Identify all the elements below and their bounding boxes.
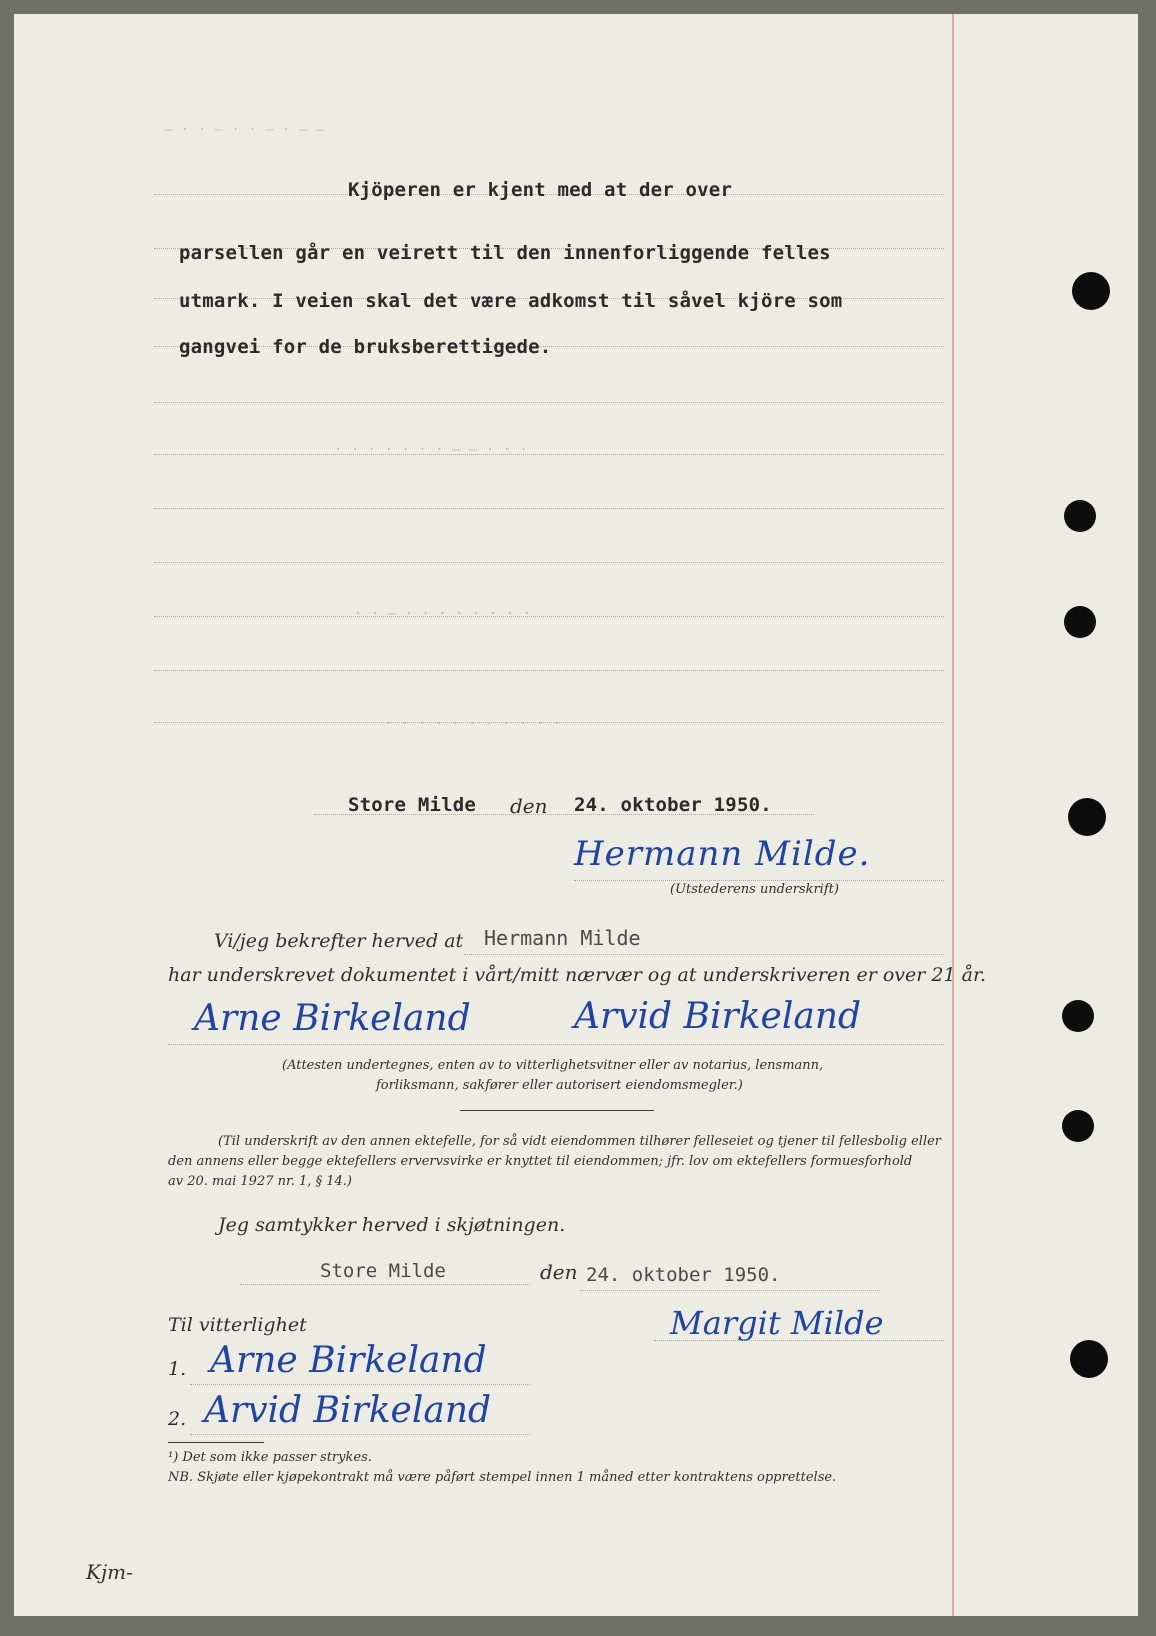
ruled-line (154, 508, 944, 509)
bleed-through-text: · · · · · · · — — · · · (334, 442, 528, 458)
punch-hole-3 (1064, 606, 1096, 638)
consent-place-line (240, 1284, 530, 1285)
signing-date: 24. oktober 1950. (574, 794, 772, 816)
bleed-through-text: · · · · · · · · · · · (384, 716, 562, 732)
issuer-caption: (Utstederens underskrift) (670, 882, 839, 897)
spouse-signature-line (654, 1340, 944, 1341)
attestation-prefix: Vi/jeg bekrefter herved at (214, 930, 464, 952)
document-page (14, 14, 1138, 1616)
ruled-line (154, 562, 944, 563)
signing-place: Store Milde (348, 794, 477, 816)
bleed-through-text: · · — · · · · · · · · (354, 606, 532, 622)
punch-hole-7 (1070, 1340, 1108, 1378)
clause-line-3: utmark. I veien skal det være adkomst til såvel kjöre som (179, 290, 843, 312)
spouse-signature: Margit Milde (670, 1304, 884, 1342)
consent-date-line (580, 1290, 880, 1291)
consent-witness-1-signature: Arne Birkeland (210, 1340, 487, 1381)
section-divider (460, 1110, 654, 1111)
signing-den-label: den (510, 794, 548, 818)
attested-signer-name: Hermann Milde (484, 926, 641, 950)
witness-signature-line (168, 1044, 944, 1045)
attestation-statement: har underskrevet dokumentet i vårt/mitt nærvær og at underskriveren er over 21 år. (168, 964, 986, 986)
clerk-initials: Kjm- (86, 1560, 133, 1584)
attestation-note-line-2: forliksmann, sakfører eller autorisert eiendomsmegler.) (376, 1078, 743, 1093)
footnote-2: NB. Skjøte eller kjøpekontrakt må være påført stempel innen 1 måned etter kontraktens opprettelse. (168, 1470, 837, 1485)
witness-heading: Til vitterlighet (168, 1314, 307, 1336)
clause-line-2: parsellen går en veirett til den innenforliggende felles (179, 242, 831, 264)
footnote-1: ¹) Det som ikke passer strykes. (168, 1450, 372, 1465)
witness-number-2: 2. (168, 1408, 187, 1430)
clause-line-1: Kjöperen er kjent med at der over (348, 179, 733, 201)
spouse-note-line-2: den annens eller begge ektefellers ervervsvirke er knyttet til eiendommen; jfr. lov om ektefellers formuesforhold (168, 1154, 913, 1169)
witness-2-line (190, 1434, 530, 1435)
bleed-through-text: — · · — · · — · — — (164, 122, 325, 138)
spouse-note-line-3: av 20. mai 1927 nr. 1, § 14.) (168, 1174, 352, 1189)
issuer-signature: Hermann Milde. (574, 834, 871, 874)
margin-line (952, 14, 954, 1616)
punch-hole-4 (1068, 798, 1106, 836)
ruled-line (154, 616, 944, 617)
signer-name-line (464, 954, 944, 955)
witness-1-line (190, 1384, 530, 1385)
attestation-witness-2-signature: Arvid Birkeland (574, 996, 862, 1037)
spouse-note-line-1: (Til underskrift av den annen ektefelle, for så vidt eiendommen tilhører felleseiet og tjener til fellesbolig eller (218, 1134, 942, 1149)
ruled-line (154, 670, 944, 671)
punch-hole-6 (1062, 1110, 1094, 1142)
clause-line-4: gangvei for de bruksberettigede. (179, 336, 552, 358)
consent-date: 24. oktober 1950. (586, 1264, 781, 1286)
witness-number-1: 1. (168, 1358, 187, 1380)
consent-den-label: den (540, 1260, 578, 1284)
attestation-note-line-1: (Attesten undertegnes, enten av to vitterlighetsvitner eller av notarius, lensmann, (282, 1058, 824, 1073)
footnote-divider (168, 1442, 264, 1443)
punch-hole-5 (1062, 1000, 1094, 1032)
consent-place: Store Milde (320, 1260, 446, 1282)
ruled-line (154, 402, 944, 403)
issuer-signature-line (574, 880, 944, 881)
attestation-witness-1-signature: Arne Birkeland (194, 998, 471, 1039)
consent-witness-2-signature: Arvid Birkeland (204, 1390, 492, 1431)
consent-statement: Jeg samtykker herved i skjøtningen. (218, 1214, 566, 1236)
punch-hole-1 (1072, 272, 1110, 310)
ruled-line (154, 454, 944, 455)
punch-hole-2 (1064, 500, 1096, 532)
